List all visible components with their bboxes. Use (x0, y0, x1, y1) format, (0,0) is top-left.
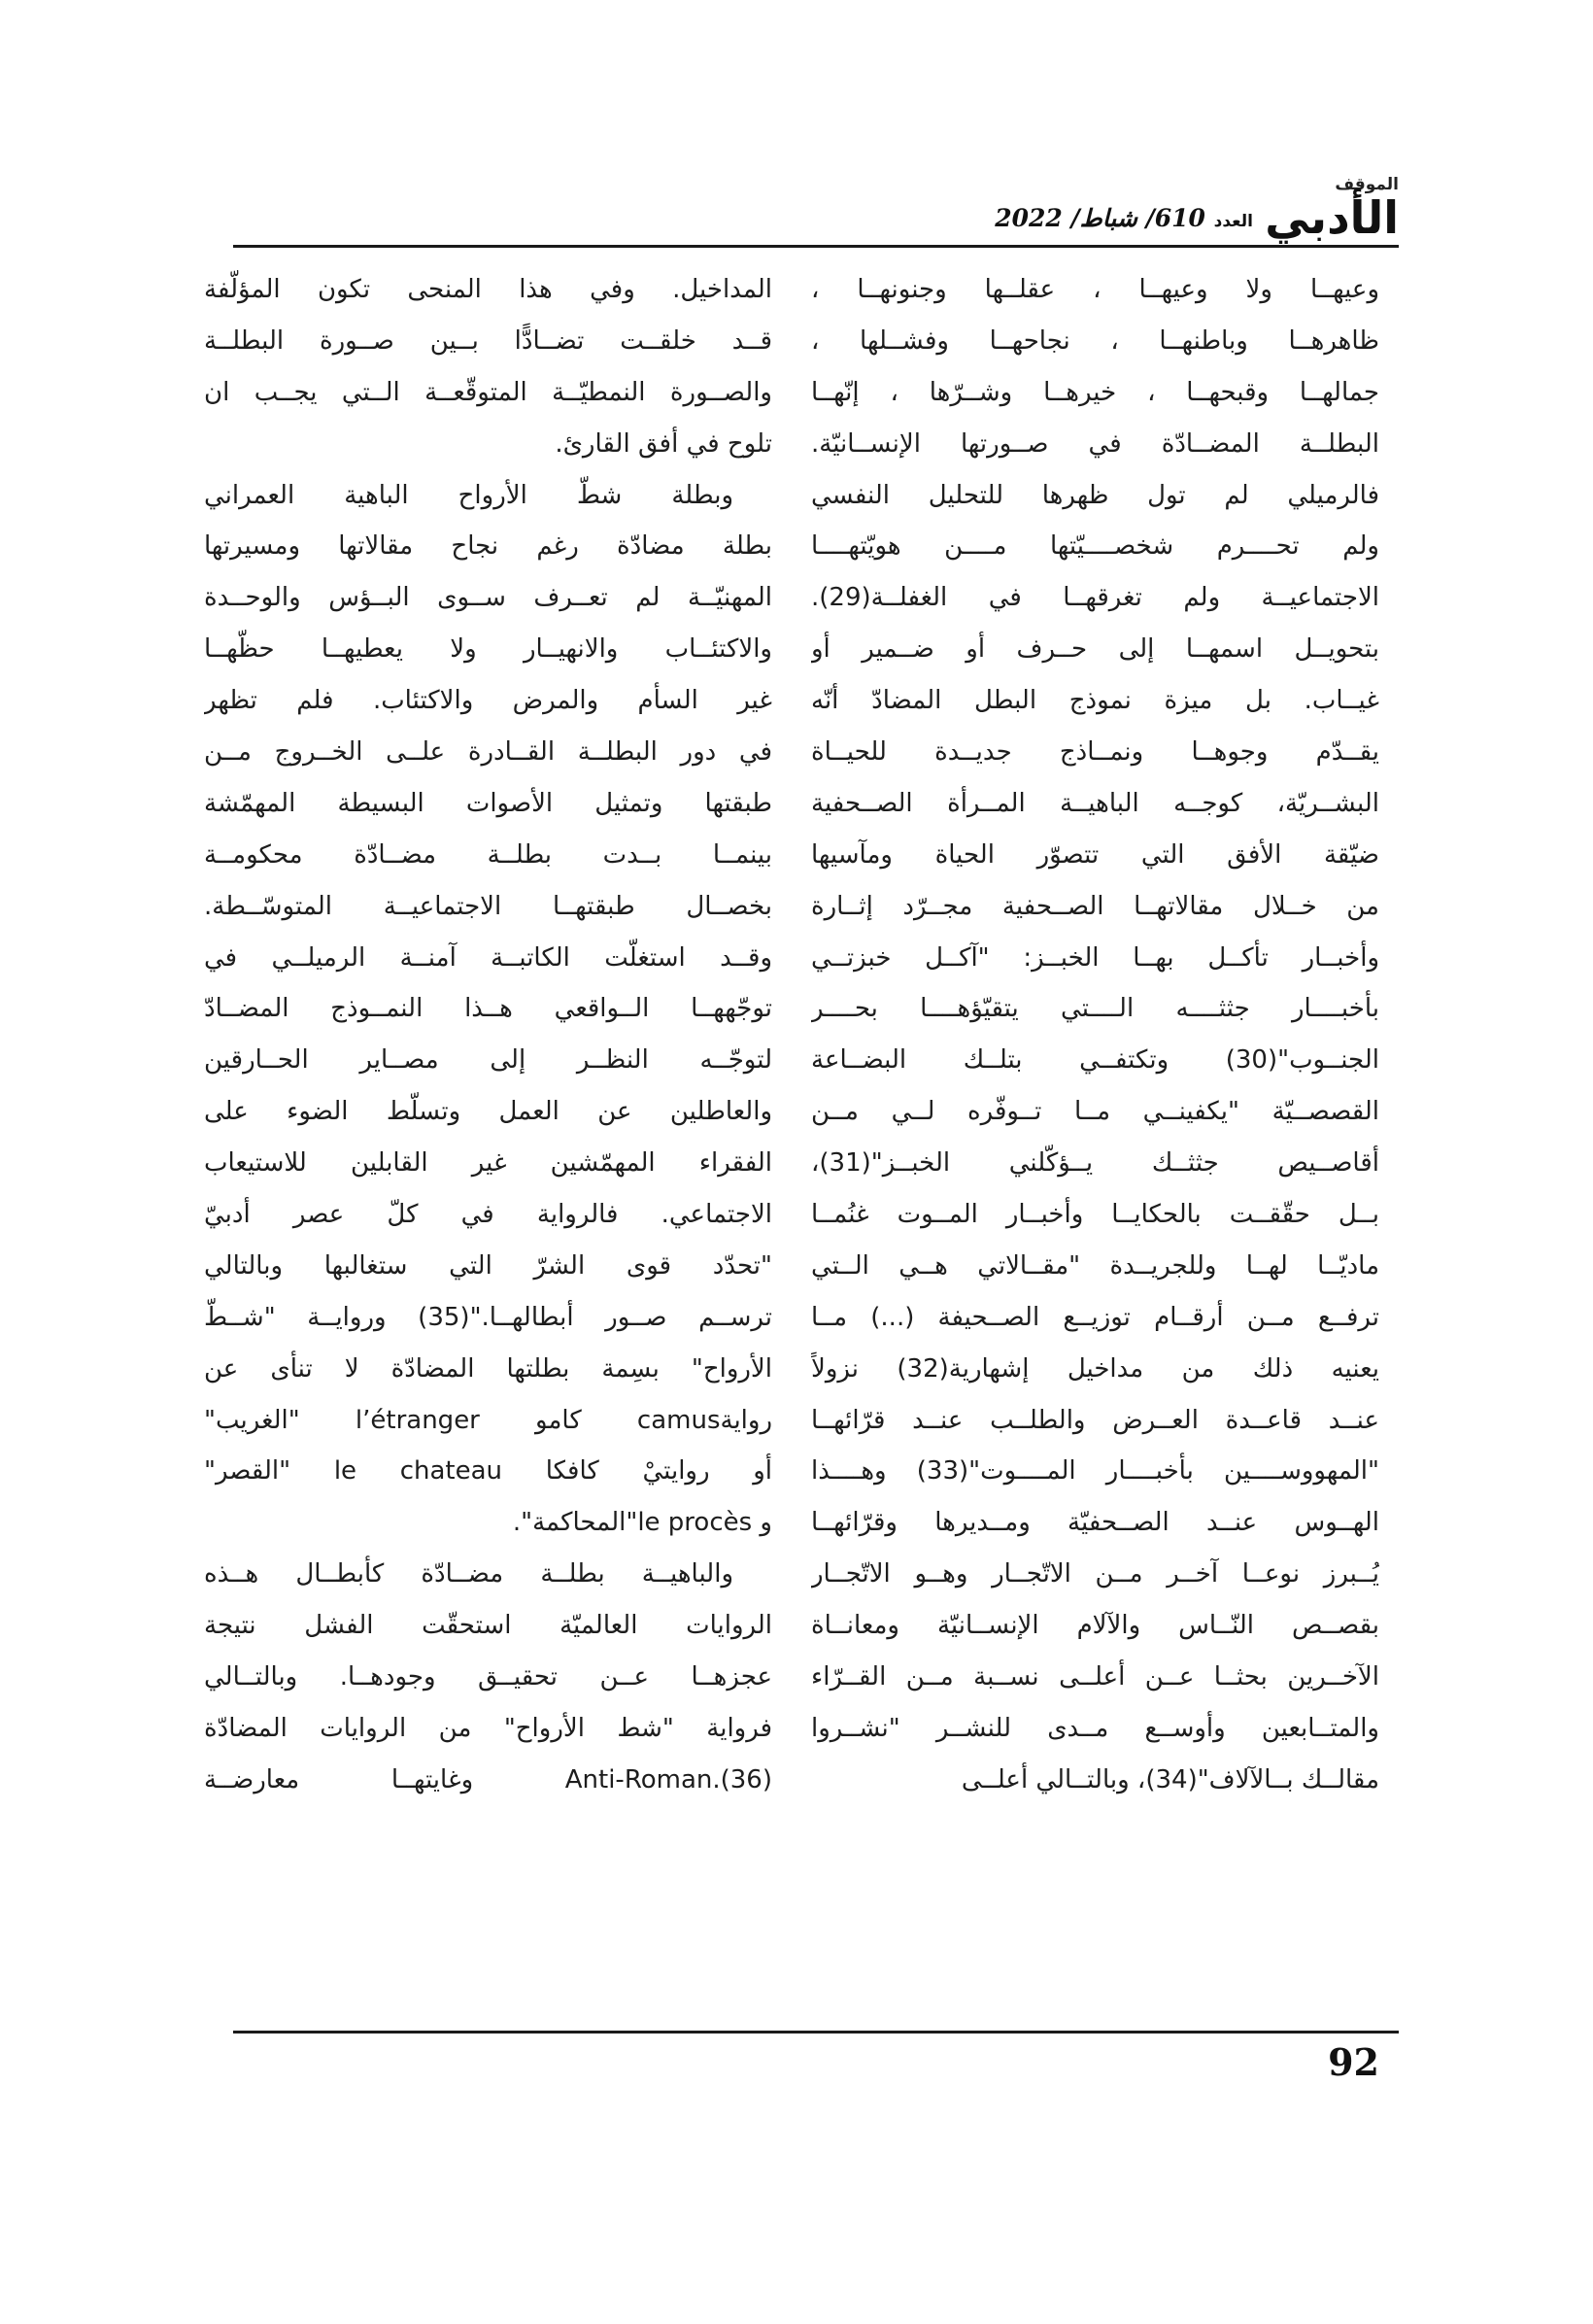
text-line: الأرواح" بسِمة بطلتها المضادّة لا تنأى عن (204, 1353, 772, 1384)
text-line: أو روايتيْ كافكا le chateau "القصر" (204, 1456, 772, 1487)
text-line: فالرميلي لم تول ظهرها للتحليل النفسي (811, 480, 1379, 510)
text-line: مقالــك بــالآلاف"(34)، وبالتــالي أعلــى (961, 1764, 1379, 1794)
text-line: وأخبــار تأكــل بهــا الخبــز: "آكــل خبزتــي (811, 942, 1379, 973)
text-line: بــل حقّقــت بالحكايــا وأخبــار المــوت غنُمــا (811, 1200, 1379, 1230)
text-line: الآخــرين بحثــا عــن أعلــى نســبة مــن القــرّاء (811, 1662, 1379, 1692)
text-line: الفقراء المهمّشين غير القابلين للاستيعاب (204, 1148, 772, 1179)
text-line: ظاهرهــا وباطنهــا ، نجاحهــا وفشــلها ، (811, 325, 1379, 356)
text-line: و le procès"المحاكمة". (512, 1508, 772, 1538)
text-line: وقــد استغلّت الكاتبــة آمنــة الرميلــي في (204, 942, 772, 973)
text-line: والباهيــة بطلــة مضــادّة كأبطــال هــذه (204, 1559, 733, 1589)
text-line: بطلة مضادّة رغم نجاح مقالاتها ومسيرتها (204, 531, 772, 562)
logo-small-text: الموقف (1335, 175, 1399, 194)
text-line: الاجتماعيــة ولم تغرقهــا في الغفلــة(29). (811, 583, 1379, 613)
issue-info (995, 202, 1253, 238)
page-number: 92 (1328, 2040, 1379, 2084)
text-line: الهــوس عنــد الصــحفيّة ومــديرها وقرّائهــا (811, 1508, 1379, 1538)
text-line: والاكتئــاب والانهيــار ولا يعطيهــا حظّهــا (204, 634, 772, 665)
text-line: توجّههــا الــواقعي هــذا النمــوذج المضــادّ (204, 994, 772, 1024)
issue-label: العدد (1213, 212, 1253, 231)
header-divider (233, 245, 1399, 248)
logo-big-text: الأدبي (1265, 191, 1399, 244)
text-line: المداخيل. وفي هذا المنحى تكون المؤلّفة (204, 275, 772, 304)
text-line: ترفــع مــن أرقــام توزيــع الصــحيفة (...) مــا (811, 1302, 1379, 1332)
text-line: غيــاب. بل ميزة نموذج البطل المضادّ أنّه (811, 686, 1379, 716)
text-line: يقــدّم وجوهــا ونمــاذج جديــدة للحيــاة (811, 737, 1379, 768)
text-line: ترســم صــور أبطالهــا."(35) وروايــة "شــطّ (204, 1302, 772, 1332)
right-column-text (811, 264, 1379, 2013)
text-line: أقاصــيص جثثــك يــؤكّلني الخبــز"(31)، (811, 1148, 1379, 1179)
text-line: وعيهــا ولا وعيهــا ، عقلــها وجنونهــا ، (811, 275, 1379, 304)
left-column-text (204, 264, 772, 2013)
text-line: عنــد قاعــدة العــرض والطلــب عنــد قرّائهــا (811, 1405, 1379, 1435)
text-line: ضيّقة الأفق التي تتصوّر الحياة ومآسيها (811, 839, 1379, 870)
text-line: بأخبــــار جثثــــه الــــتي يتقيّؤهــــا بحــــر (811, 994, 1379, 1024)
text-line: Anti-Roman.(36) وغايتهــا معارضــة (204, 1764, 772, 1794)
text-line: ولم تحــــرم شخصــــيّتها مــــن هويّتهــــا (811, 531, 1379, 562)
text-line: وبطلة شطّ الأرواح الباهية العمراني (204, 480, 733, 510)
text-line: البشــريّة، كوجــه الباهيــة المــرأة الصــحفية (811, 788, 1379, 818)
text-line: الاجتماعي. فالرواية في كلّ عصر أدبيّ (204, 1200, 772, 1230)
text-line: روايةcamus كامو l’étranger "الغريب" (204, 1405, 772, 1435)
text-line: لتوجّــه النظــر إلى مصــاير الحــارقين (204, 1045, 772, 1076)
text-line: بقصــص النّــاس والآلام الإنســانيّة ومعانــاة (811, 1611, 1379, 1641)
footer-divider (233, 2031, 1399, 2034)
text-line: بينمــا بــدت بطلــة مضــادّة محكومــة (204, 839, 772, 870)
text-line: غير السأم والمرض والاكتئاب. فلم تظهر (204, 686, 772, 716)
text-line: قــد خلقــت تضــادًّا بــين صــورة البطلــة (204, 325, 772, 356)
text-line: تلوح في أفق القارئ. (555, 428, 772, 459)
text-line: "تحدّد قوى الشرّ التي ستغالبها وبالتالي (204, 1250, 772, 1281)
text-line: "المهووســــين بأخبــــار المــــوت"(33) وهــــذا (811, 1456, 1379, 1487)
text-line: عجزهــا عــن تحقيــق وجودهــا. وبالتــالي (204, 1662, 772, 1692)
text-line: يُــبرز نوعــا آخــر مــن الاتّجــار وهــو الاتّجــار (811, 1559, 1379, 1589)
text-line: القصصــيّة "يكفينــي مــا تــوفّره لــي مــن (811, 1097, 1379, 1127)
text-line: والصــورة النمطيّــة المتوقّعــة الــتي يجــب ان (204, 377, 772, 407)
text-line: البطلــة المضــادّة في صــورتها الإنســانيّة. (811, 428, 1379, 459)
text-line: والعاطلين عن العمل وتسلّط الضوء على (204, 1097, 772, 1127)
text-line: الروايات العالميّة استحقّت الفشل نتيجة (204, 1611, 772, 1641)
text-line: من خــلال مقالاتهــا الصــحفية مجــرّد إثــارة (811, 891, 1379, 921)
issue-number-date: 610/ شباط/ 2022 (995, 204, 1205, 232)
text-line: بتحويــل اسمهــا إلى حــرف أو ضــمير أو (811, 634, 1379, 665)
text-line: فرواية "شط الأرواح" من الروايات المضادّة (204, 1713, 772, 1743)
text-line: في دور البطلــة القــادرة علــى الخــروج مــن (204, 737, 772, 768)
text-line: ماديّــا لهــا وللجريــدة "مقــالاتي هــي الــتي (811, 1250, 1379, 1281)
text-line: والمتــابعين وأوســع مــدى للنشــر "نشــروا (811, 1713, 1379, 1743)
text-line: بخصــال طبقتهــا الاجتماعيــة المتوسّــطة. (204, 891, 772, 921)
text-line: المهنيّــة لم تعــرف ســوى البــؤس والوحــدة (204, 583, 772, 613)
text-line: الجنــوب"(30) وتكتفــي بتلــك البضــاعة (811, 1045, 1379, 1076)
text-line: طبقتها وتمثيل الأصوات البسيطة المهمّشة (204, 788, 772, 818)
magazine-header (233, 175, 1399, 253)
text-line: جمالهــا وقبحهــا ، خيرهــا وشــرّها ، إنّهــا (811, 377, 1379, 407)
text-line: يعنيه ذلك من مداخيل إشهارية(32) نزولاً (811, 1353, 1379, 1384)
magazine-logo (1265, 175, 1399, 244)
